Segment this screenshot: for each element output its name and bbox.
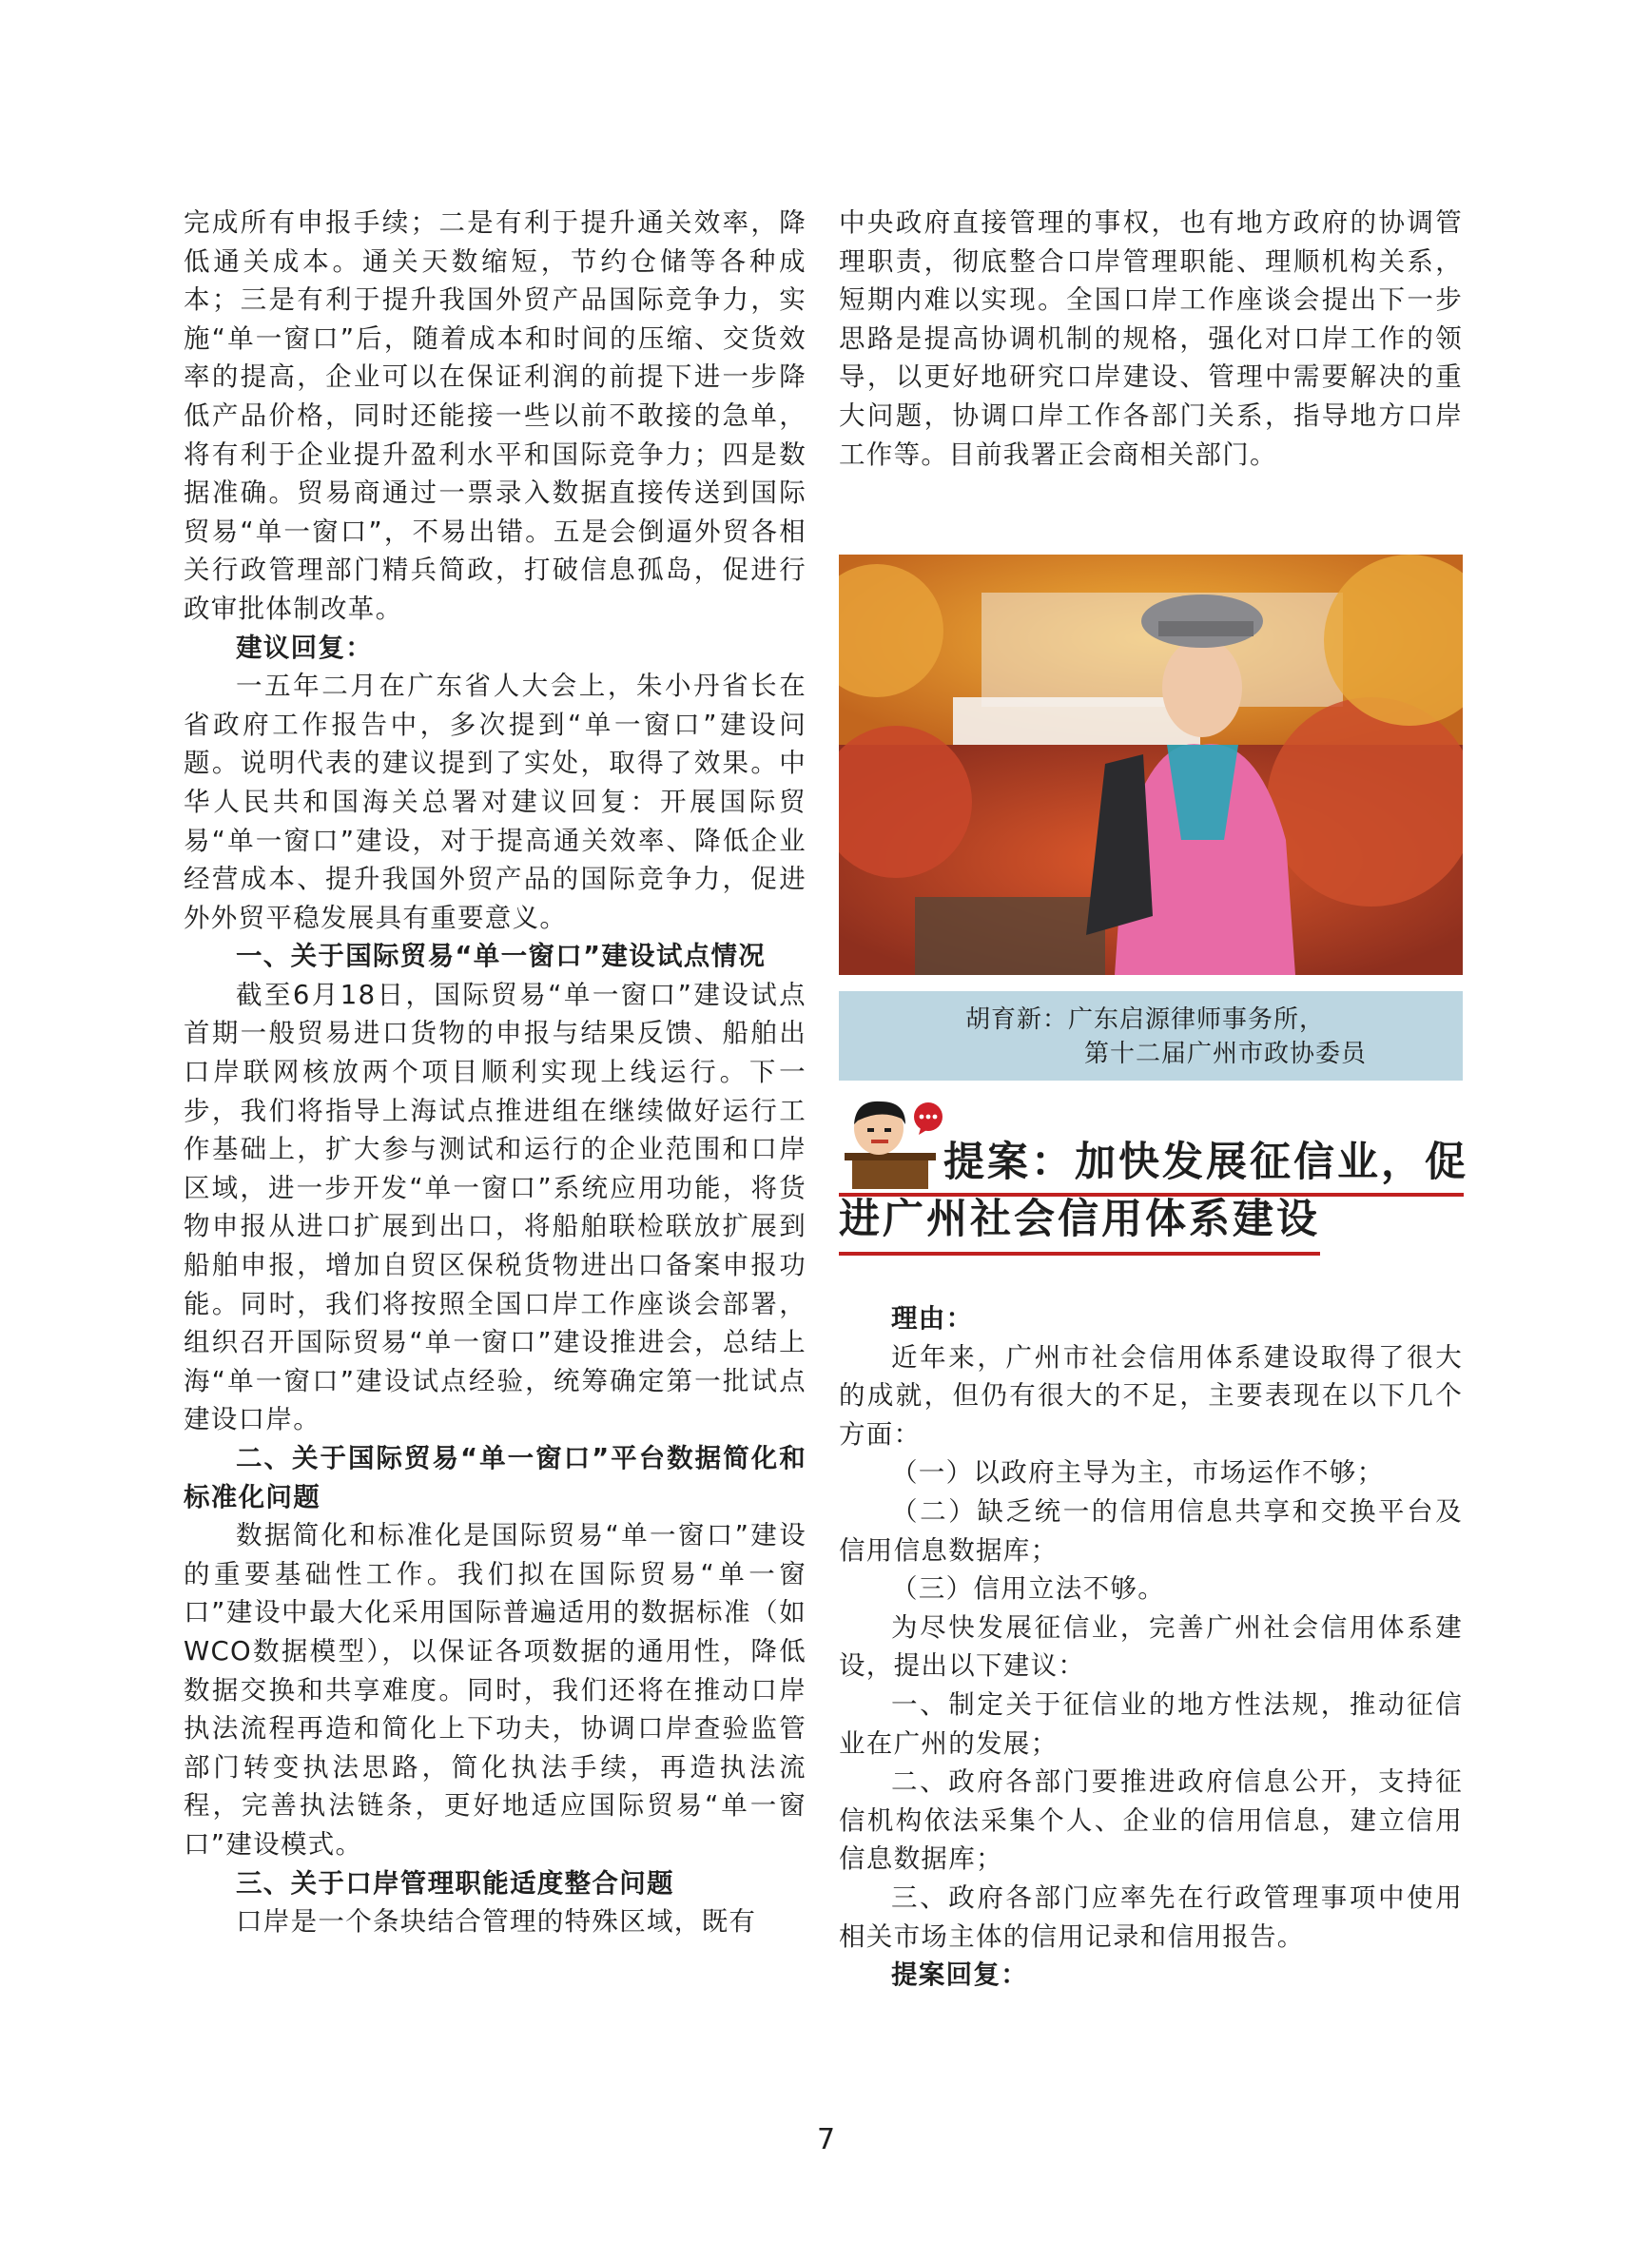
paragraph: 二、政府各部门要推进政府信息公开，支持征信机构依法采集个人、企业的信用信息，建立信用信息数据库； <box>839 1766 1463 1875</box>
paragraph: 一五年二月在广东省人大会上，朱小丹省长在省政府工作报告中，多次提到“单一窗口”建设问题。说明代表的建议提到了实处，取得了效果。中华人民共和国海关总署对建议回复：开展国际贸易“单一窗口”建设，对于提高通关效率、降低企业经营成本、提升我国外贸产品的国际竞争力，促进外外贸平稳发展具有重要意义。 <box>184 671 807 933</box>
proposal-heading <box>839 1096 1467 1267</box>
paragraph: 近年来，广州市社会信用体系建设取得了很大的成就，但仍有很大的不足，主要表现在以下几个方面： <box>839 1341 1463 1450</box>
photo-caption <box>839 991 1463 1081</box>
paragraph: （二）缺乏统一的信用信息共享和交换平台及信用信息数据库； <box>839 1495 1463 1566</box>
paragraph: 中央政府直接管理的事权，也有地方政府的协调管理职责，彻底整合口岸管理职能、理顺机构关系，短期内难以实现。全国口岸工作座谈会提出下一步思路是提高协调机制的规格，强化对口岸工作的领导，以更好地研究口岸建设、管理中需要解决的重大问题，协调口岸工作各部门关系，指导地方口岸工作等。目前我署正会商相关部门。 <box>839 207 1463 470</box>
section-heading: 一、关于国际贸易“单一窗口”建设试点情况 <box>236 941 767 972</box>
section-heading: 三、关于口岸管理职能适度整合问题 <box>236 1867 674 1899</box>
caption-line-1: 胡育新：广东启源律师事务所， <box>965 1005 1326 1034</box>
left-column <box>184 204 807 1941</box>
heading-underline-2 <box>839 1252 1320 1256</box>
paragraph: 三、政府各部门应率先在行政管理事项中使用相关市场主体的信用记录和信用报告。 <box>839 1881 1463 1952</box>
right-column-bottom <box>839 1299 1463 1995</box>
section-heading: 理由： <box>891 1303 974 1334</box>
caption-line-2: 第十二届广州市政协委员 <box>1084 1040 1368 1068</box>
paragraph: 一、制定关于征信业的地方性法规，推动征信业在广州的发展； <box>839 1688 1463 1759</box>
section-heading: 提案回复： <box>891 1959 1028 1991</box>
paragraph: 数据简化和标准化是国际贸易“单一窗口”建设的重要基础性工作。我们拟在国际贸易“单一窗口”建设中最大化采用国际普遍适用的数据标准（如WCO数据模型），以保证各项数据的通用性，降低数据交换和共享难度。同时，我们还将在推动口岸执法流程再造和简化上下功夫，协调口岸查验监管部门转变执法思路，简化执法手续，再造执法流程，完善执法链条，更好地适应国际贸易“单一窗口”建设模式。 <box>184 1520 807 1860</box>
portrait-photo-drawing <box>839 555 1463 975</box>
right-column-top <box>839 204 1463 474</box>
paragraph: （三）信用立法不够。 <box>891 1573 1165 1605</box>
speech-bubble-icon <box>911 1102 945 1136</box>
paragraph: 为尽快发展征信业，完善广州社会信用体系建设，提出以下建议： <box>839 1611 1463 1682</box>
paragraph: （一）以政府主导为主，市场运作不够； <box>891 1457 1385 1489</box>
heading-line-1: 提案：加快发展征信业，促 <box>943 1139 1468 1186</box>
heading-line-2: 进广州社会信用体系建设 <box>839 1196 1320 1243</box>
paragraph: 截至6月18日，国际贸易“单一窗口”建设试点首期一般贸易进口货物的申报与结果反馈、船舶出口岸联网核放两个项目顺利实现上线运行。下一步，我们将指导上海试点推进组在继续做好运行工作基础上，扩大参与测试和运行的企业范围和口岸区域，进一步开发“单一窗口”系统应用功能，将货物申报从进口扩展到出口，将船舶联检联放扩展到船舶申报，增加自贸区保税货物进出口备案申报功能。同时，我们将按照全国口岸工作座谈会部署，组织召开国际贸易“单一窗口”建设推进会，总结上海“单一窗口”建设试点经验，统筹确定第一批试点建设口岸。 <box>184 979 807 1435</box>
paragraph: 口岸是一个条块结合管理的特殊区域，既有 <box>236 1906 757 1938</box>
section-heading: 二、关于国际贸易“单一窗口”平台数据简化和标准化问题 <box>184 1443 807 1512</box>
portrait-photo <box>839 555 1463 975</box>
page-number: 7 <box>816 2123 836 2156</box>
paragraph: 完成所有申报手续；二是有利于提升通关效率，降低通关成本。通关天数缩短，节约仓储等各种成本；三是有利于提升我国外贸产品国际竞争力，实施“单一窗口”后，随着成本和时间的压缩、交货效率的提高，企业可以在保证利润的前提下进一步降低产品价格，同时还能接一些以前不敢接的急单，将有利于企业提升盈利水平和国际竞争力；四是数据准确。贸易商通过一票录入数据直接传送到国际贸易“单一窗口”，不易出错。五是会倒逼外贸各相关行政管理部门精兵简政，打破信息孤岛，促进行政审批体制改革。 <box>184 207 807 624</box>
section-heading: 建议回复： <box>236 632 373 663</box>
